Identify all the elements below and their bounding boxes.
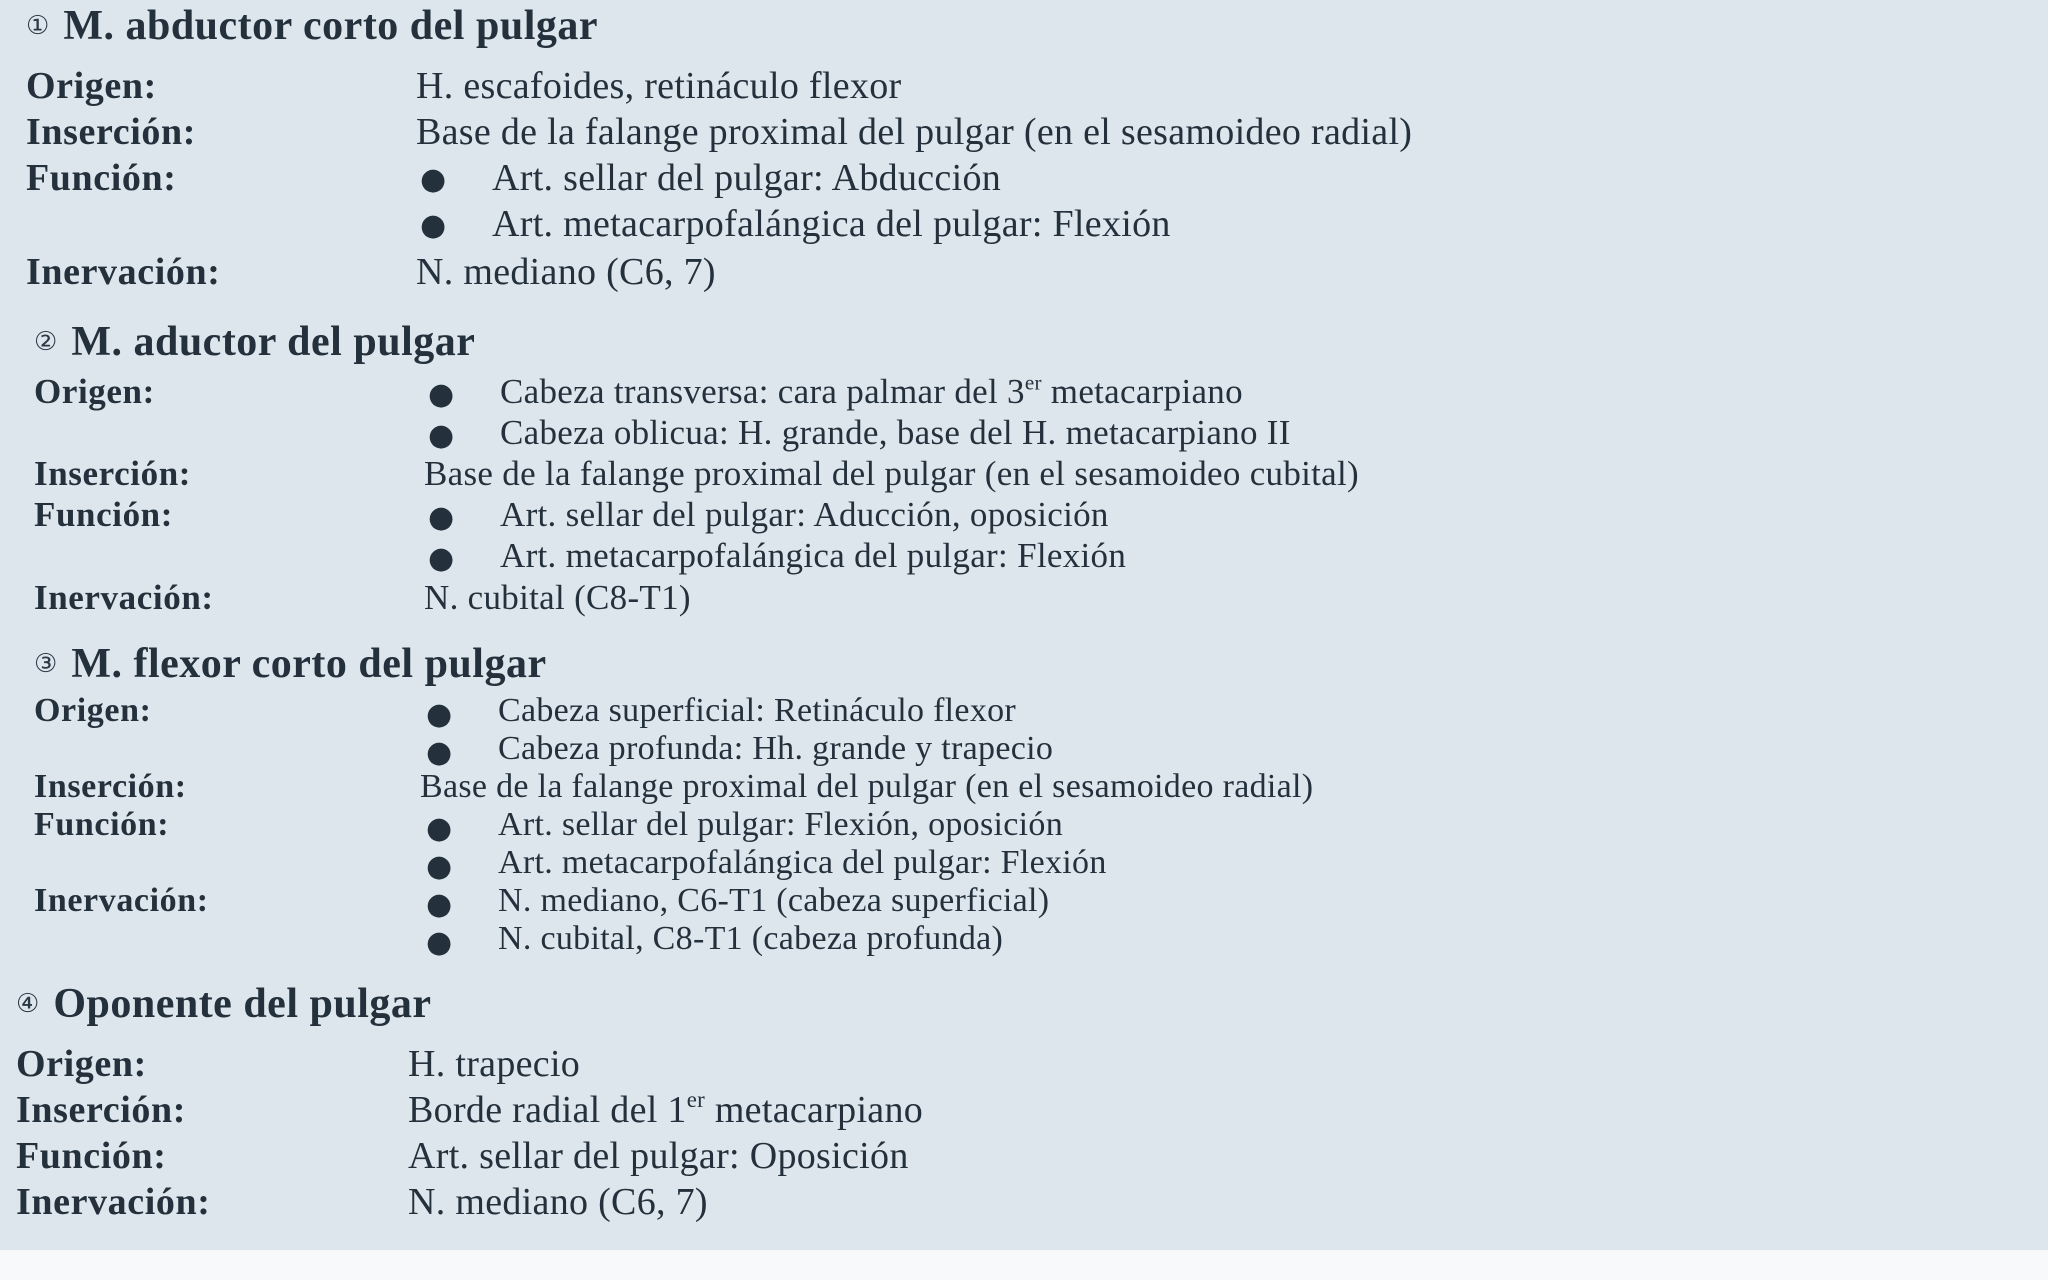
section-title — [34, 318, 475, 366]
row-value: H. trapecio — [408, 1043, 581, 1085]
row-value: Base de la falange proximal del pulgar (en el sesamoideo radial) — [416, 111, 1413, 153]
section-title — [34, 640, 547, 688]
section-flexor-corto — [34, 640, 2024, 970]
section-number: ③ — [34, 649, 58, 679]
bullet-icon: ● — [426, 735, 453, 770]
row-value: Cabeza superficial: Retináculo flexor — [498, 692, 1017, 729]
bullet-icon: ● — [426, 697, 453, 732]
row-value: N. cubital (C8-T1) — [424, 578, 691, 617]
row-label: Función: — [26, 157, 177, 199]
bullet-icon: ● — [428, 377, 455, 412]
page-bottom-strip — [0, 1250, 2048, 1280]
row-label: Inervación: — [34, 578, 214, 617]
section-title-text: M. abductor corto del pulgar — [63, 3, 599, 49]
row-value: H. escafoides, retináculo flexor — [416, 65, 902, 107]
bullet-icon: ● — [426, 849, 453, 884]
row-value: Base de la falange proximal del pulgar (en el sesamoideo radial) — [420, 768, 1314, 805]
row-label: Origen: — [34, 692, 152, 729]
section-oponente — [16, 980, 2016, 1240]
section-title-text: M. flexor corto del pulgar — [71, 641, 547, 687]
section-title-text: M. aductor del pulgar — [71, 319, 476, 365]
row-label: Origen: — [16, 1043, 147, 1085]
row-value: Art. metacarpofalángica del pulgar: Flexión — [500, 536, 1127, 575]
row-value: Art. metacarpofalángica del pulgar: Flexión — [498, 844, 1107, 881]
row-label: Inervación: — [16, 1181, 211, 1223]
row-label: Inserción: — [34, 768, 187, 805]
section-number: ④ — [16, 989, 40, 1019]
row-value: N. cubital, C8-T1 (cabeza profunda) — [498, 920, 1004, 957]
section-abductor-corto — [26, 0, 2016, 300]
row-label: Inervación: — [34, 882, 209, 919]
section-title-text: Oponente del pulgar — [53, 981, 432, 1027]
row-value: Art. sellar del pulgar: Aducción, oposición — [500, 495, 1109, 534]
row-label: Inserción: — [34, 454, 192, 493]
bullet-icon: ● — [420, 162, 447, 197]
row-value: Base de la falange proximal del pulgar (en el sesamoideo cubital) — [424, 454, 1359, 493]
row-label: Inervación: — [26, 251, 221, 293]
bullet-icon: ● — [428, 541, 455, 576]
row-value: N. mediano, C6-T1 (cabeza superficial) — [498, 882, 1050, 919]
row-value: N. mediano (C6, 7) — [416, 251, 716, 293]
bullet-icon: ● — [428, 418, 455, 453]
row-value: N. mediano (C6, 7) — [408, 1181, 708, 1223]
section-aductor — [34, 318, 2024, 628]
bullet-icon: ● — [426, 925, 453, 960]
row-value: Art. sellar del pulgar: Flexión, oposición — [498, 806, 1063, 843]
row-label: Función: — [34, 806, 170, 843]
section-title — [26, 2, 598, 50]
row-value: Art. sellar del pulgar: Oposición — [408, 1135, 909, 1177]
row-label: Función: — [16, 1135, 167, 1177]
row-value: Borde radial del 1er metacarpiano — [408, 1087, 924, 1131]
bullet-icon: ● — [420, 208, 447, 243]
row-value: Cabeza oblicua: H. grande, base del H. metacarpiano II — [500, 413, 1291, 452]
row-label: Función: — [34, 495, 173, 534]
bullet-icon: ● — [426, 887, 453, 922]
row-value: Art. sellar del pulgar: Abducción — [492, 157, 1002, 199]
row-label: Origen: — [34, 372, 155, 411]
row-value: Cabeza transversa: cara palmar del 3er metacarpiano — [500, 370, 1243, 411]
row-value: Art. metacarpofalángica del pulgar: Flexión — [492, 203, 1171, 245]
row-label: Origen: — [26, 65, 157, 107]
bullet-icon: ● — [426, 811, 453, 846]
section-title — [16, 980, 432, 1028]
row-value: Cabeza profunda: Hh. grande y trapecio — [498, 730, 1054, 767]
row-label: Inserción: — [26, 111, 196, 153]
bullet-icon: ● — [428, 500, 455, 535]
section-number: ① — [26, 11, 50, 41]
section-number: ② — [34, 327, 58, 357]
row-label: Inserción: — [16, 1089, 186, 1131]
